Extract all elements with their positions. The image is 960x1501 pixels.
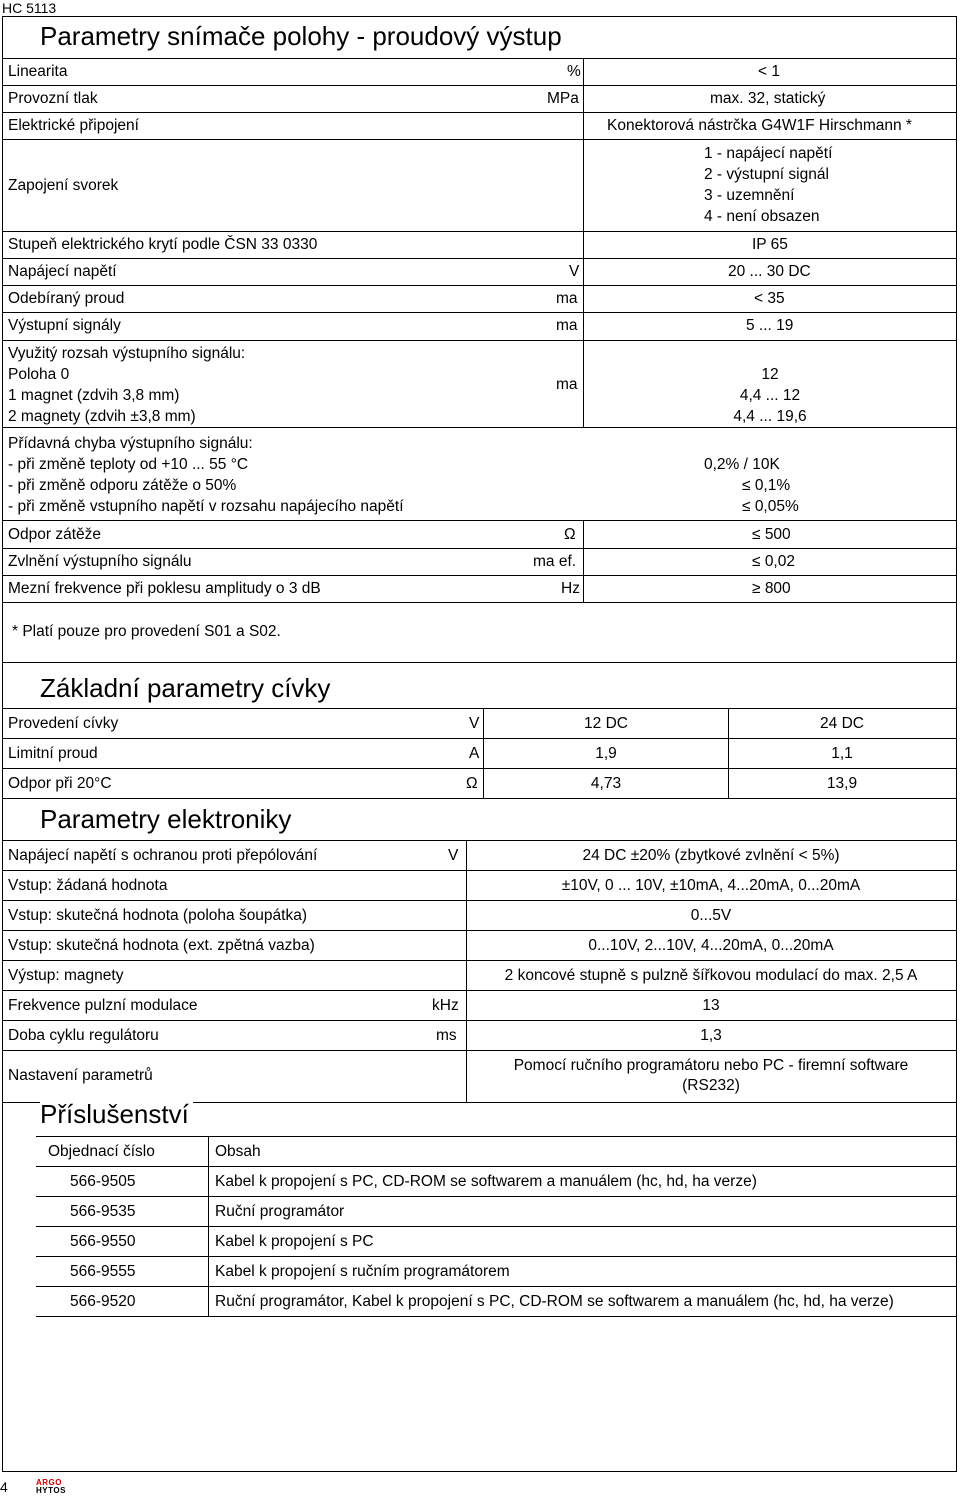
electronics-row-value: ±10V, 0 ... 10V, ±10mA, 4...20mA, 0...20mA: [561, 877, 861, 894]
sensor-row-value: ≤ 0,05%: [742, 498, 799, 515]
electronics-row-label: Vstup: žádaná hodnota: [8, 877, 168, 894]
sensor-row-unit: ma: [556, 290, 578, 307]
accessory-content: Ruční programátor: [215, 1203, 345, 1220]
document-code: HC 5113: [2, 0, 57, 16]
sensor-row-unit: ma: [556, 317, 578, 334]
accessory-number: 566-9555: [70, 1263, 136, 1280]
sensor-row-unit: Hz: [561, 580, 580, 597]
electronics-row-label: Vstup: skutečná hodnota (poloha šoupátka): [8, 907, 308, 924]
sensor-row-label: Zvlnění výstupního signálu: [8, 553, 192, 570]
electronics-row-unit: ms: [436, 1027, 457, 1044]
sensor-row-label: Linearita: [8, 63, 68, 80]
row-divider: [2, 870, 957, 871]
row-divider: [2, 708, 957, 709]
electronics-row-value: 0...10V, 2...10V, 4...20mA, 0...20mA: [588, 937, 834, 954]
sensor-row-label: Výstupní signály: [8, 317, 121, 334]
row-divider: [2, 768, 957, 769]
electronics-row-unit: kHz: [432, 997, 459, 1014]
argo-hytos-logo: [36, 1479, 90, 1495]
sensor-row-label: Provozní tlak: [8, 90, 98, 107]
row-divider: [2, 960, 957, 961]
page-number: 4: [0, 1479, 8, 1495]
row-divider: [2, 285, 957, 286]
electronics-row-label: Napájecí napětí s ochranou proti přepólování: [8, 847, 318, 864]
sensor-row-label: - při změně odporu zátěže o 50%: [8, 477, 237, 494]
electronics-row-label: Frekvence pulzní modulace: [8, 997, 198, 1014]
electronics-row-label: Vstup: skutečná hodnota (ext. zpětná vazba): [8, 937, 315, 954]
column-divider: [583, 520, 584, 602]
sensor-row-value: 0,2% / 10K: [704, 456, 780, 473]
sensor-row-value: ≤ 500: [752, 526, 791, 543]
row-divider: [2, 548, 957, 549]
section-divider: [2, 662, 957, 663]
accessory-content: Ruční programátor, Kabel k propojení s PC, CD-ROM se softwarem a manuálem (hc, hd, ha verze): [215, 1293, 894, 1310]
electronics-row-label: Nastavení parametrů: [8, 1067, 153, 1084]
row-divider: [2, 575, 957, 576]
row-divider: [2, 112, 957, 113]
sensor-row-unit: ma: [556, 376, 578, 393]
row-divider: [36, 1316, 957, 1317]
coil-row-value-24v: 24 DC: [820, 715, 864, 732]
sensor-row-value: IP 65: [752, 236, 788, 253]
accessories-col-number: Objednací číslo: [48, 1143, 155, 1160]
row-divider: [2, 85, 957, 86]
electronics-row-value: Pomocí ručního programátoru nebo PC - firemní software: [513, 1057, 909, 1074]
row-divider: [2, 738, 957, 739]
row-divider: [36, 1286, 957, 1287]
coil-row-label: Provedení cívky: [8, 715, 119, 732]
sensor-row-value: 20 ... 30 DC: [728, 263, 811, 280]
accessory-number: 566-9550: [70, 1233, 136, 1250]
row-divider: [2, 520, 957, 521]
accessory-content: Kabel k propojení s PC, CD-ROM se softwarem a manuálem (hc, hd, ha verze): [215, 1173, 757, 1190]
sensor-row-label: Odebíraný proud: [8, 290, 125, 307]
sensor-row-unit: ma ef.: [533, 553, 577, 570]
row-divider: [36, 1166, 957, 1167]
sensor-row-value: 4,4 ... 12: [739, 387, 801, 404]
electronics-row-value: 24 DC ±20% (zbytkové zvlnění < 5%): [582, 847, 840, 864]
sensor-row-unit: V: [569, 263, 580, 280]
terminal-line: 1 - napájecí napětí: [704, 145, 833, 162]
accessory-number: 566-9535: [70, 1203, 136, 1220]
row-divider: [2, 930, 957, 931]
sensor-row-label: 2 magnety (zdvih ±3,8 mm): [8, 408, 196, 425]
row-divider: [2, 231, 957, 232]
row-divider: [2, 1020, 957, 1021]
row-divider: [2, 1050, 957, 1051]
sensor-section-title: Parametry snímače polohy - proudový výstup: [40, 21, 562, 51]
electronics-section-title: Parametry elektroniky: [40, 804, 292, 834]
row-divider: [36, 1196, 957, 1197]
sensor-row-value: < 1: [758, 63, 780, 80]
coil-row-value-24v: 13,9: [826, 775, 858, 792]
coil-row-value-12v: 4,73: [590, 775, 622, 792]
logo-bottom-text: HYTOS: [36, 1486, 66, 1495]
table-top-border: [36, 1136, 957, 1137]
sensor-row-value: max. 32, statický: [710, 90, 826, 107]
column-divider: [583, 58, 584, 285]
electronics-row-value-line2: (RS232): [682, 1077, 740, 1094]
electronics-row-value: 1,3: [700, 1027, 722, 1044]
electronics-row-value: 13: [702, 997, 720, 1014]
electronics-row-label: Výstup: magnety: [8, 967, 124, 984]
electronics-row-unit: V: [448, 847, 459, 864]
row-divider: [36, 1226, 957, 1227]
sensor-row-label: - při změně teploty od +10 ... 55 °C: [8, 456, 249, 473]
coil-row-value-12v: 1,9: [595, 745, 617, 762]
sensor-row-label: Elektrické připojení: [8, 117, 139, 134]
sensor-row-value: 4,4 ... 19,6: [733, 408, 807, 425]
sensor-row-label: - při změně vstupního napětí v rozsahu napájecího napětí: [8, 498, 404, 515]
accessory-content: Kabel k propojení s PC: [215, 1233, 374, 1250]
accessory-content: Kabel k propojení s ručním programátorem: [215, 1263, 510, 1280]
sensor-row-unit: Ω: [564, 526, 576, 543]
electronics-row-value: 0...5V: [690, 907, 732, 924]
logo-top-text: ARGO: [36, 1478, 62, 1487]
divider: [2, 58, 957, 59]
row-divider: [2, 139, 957, 140]
sensor-row-value: < 35: [754, 290, 785, 307]
coil-row-unit: Ω: [466, 775, 478, 792]
accessory-number: 566-9505: [70, 1173, 136, 1190]
coil-row-label: Odpor při 20°C: [8, 775, 112, 792]
sensor-row-label: Mezní frekvence při poklesu amplitudy o 3 dB: [8, 580, 321, 597]
coil-row-unit: A: [469, 745, 480, 762]
row-divider: [2, 840, 957, 841]
coil-section-title: Základní parametry cívky: [40, 673, 331, 703]
terminal-line: 2 - výstupní signál: [704, 166, 829, 183]
sensor-row-value: 5 ... 19: [746, 317, 794, 334]
row-divider: [2, 900, 957, 901]
row-divider: [2, 340, 957, 341]
row-divider: [2, 312, 957, 313]
row-divider: [2, 798, 957, 799]
electronics-row-label: Doba cyklu regulátoru: [8, 1027, 159, 1044]
sensor-row-label: Poloha 0: [8, 366, 70, 383]
sensor-row-label: Využitý rozsah výstupního signálu:: [8, 345, 246, 362]
coil-row-unit: V: [469, 715, 480, 732]
sensor-row-label: Odpor zátěže: [8, 526, 102, 543]
accessory-number: 566-9520: [70, 1293, 136, 1310]
terminal-line: 3 - uzemnění: [704, 187, 795, 204]
accessories-col-content: Obsah: [215, 1143, 261, 1160]
sensor-row-label: Zapojení svorek: [8, 177, 119, 194]
sensor-row-unit: %: [567, 63, 581, 80]
sensor-row-unit: MPa: [547, 90, 579, 107]
row-divider: [2, 990, 957, 991]
sensor-row-value: ≤ 0,1%: [742, 477, 791, 494]
sensor-row-label: Přídavná chyba výstupního signálu:: [8, 435, 253, 452]
terminal-line: 4 - není obsazen: [704, 208, 820, 225]
row-divider: [2, 427, 957, 428]
sensor-row-label: 1 magnet (zdvih 3,8 mm): [8, 387, 180, 404]
sensor-row-value: Konektorová nástrčka G4W1F Hirschmann *: [607, 117, 912, 134]
sensor-row-label: Stupeň elektrického krytí podle ČSN 33 0330: [8, 236, 318, 253]
row-divider: [2, 602, 957, 603]
electronics-row-value: 2 koncové stupně s pulzně šířkovou modulací do max. 2,5 A: [504, 967, 918, 984]
footnote: * Platí pouze pro provedení S01 a S02.: [12, 623, 281, 640]
sensor-row-value: ≤ 0,02: [752, 553, 795, 570]
row-divider: [36, 1256, 957, 1257]
sensor-row-label: Napájecí napětí: [8, 263, 117, 280]
row-divider: [2, 258, 957, 259]
accessories-section-title: Příslušenství: [40, 1099, 193, 1129]
coil-row-label: Limitní proud: [8, 745, 98, 762]
coil-row-value-24v: 1,1: [831, 745, 853, 762]
column-divider: [583, 340, 584, 427]
sensor-row-value: ≥ 800: [752, 580, 791, 597]
coil-row-value-12v: 12 DC: [584, 715, 628, 732]
sensor-row-value: 12: [761, 366, 779, 383]
